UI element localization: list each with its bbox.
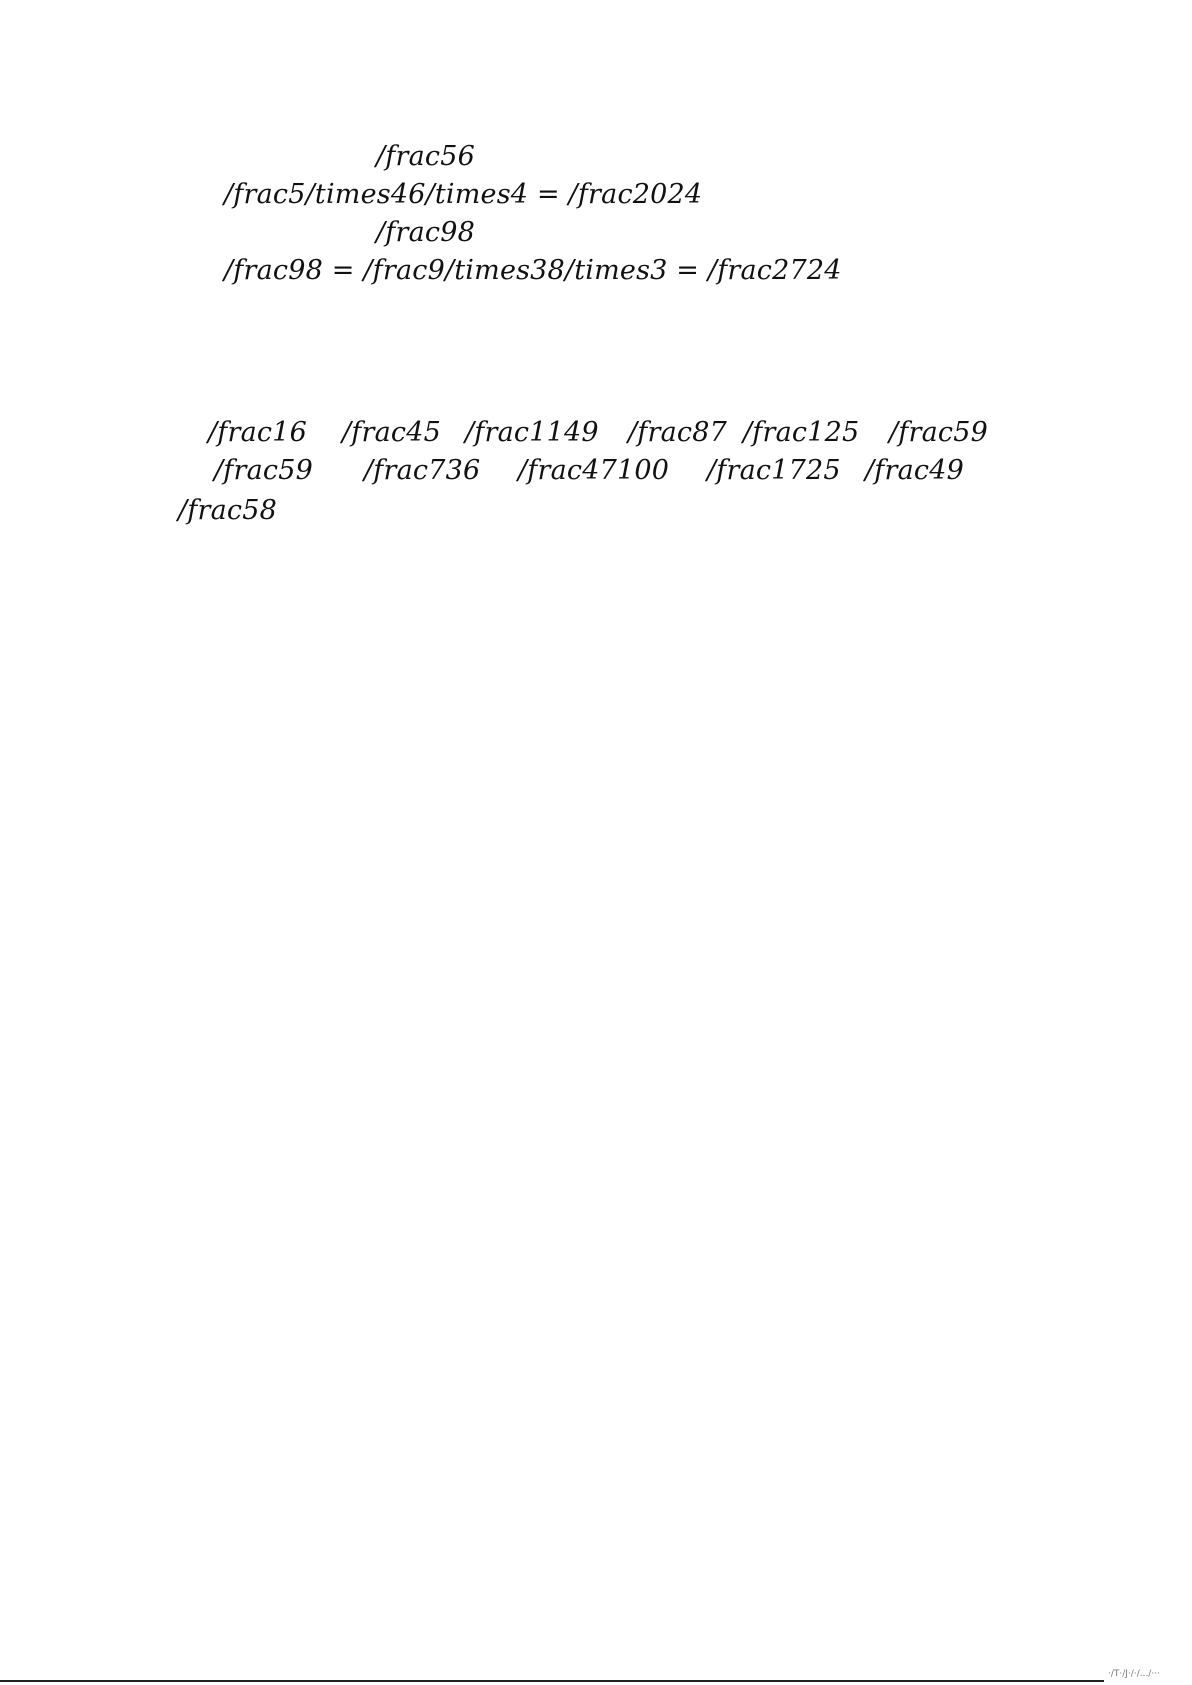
fraction-item: /frac59 bbox=[214, 455, 313, 486]
fraction-item: /frac16 bbox=[208, 417, 307, 448]
footer-mark: ·/T·/J·/·/.../··· bbox=[1108, 1669, 1160, 1679]
equation-line-1: /frac56 bbox=[376, 141, 475, 172]
equation-line-2: /frac5/times46/times4 = /frac2024 bbox=[224, 179, 703, 210]
fraction-item: /frac58 bbox=[178, 495, 277, 526]
fraction-item: /frac736 bbox=[364, 455, 481, 486]
equation-line-4: /frac98 = /frac9/times38/times3 = /frac2724 bbox=[224, 255, 842, 286]
fraction-item: /frac87 bbox=[628, 417, 727, 448]
footer-rule bbox=[0, 1680, 1104, 1682]
fraction-item: /frac47100 bbox=[518, 455, 670, 486]
fraction-item: /frac1149 bbox=[465, 417, 599, 448]
fraction-item: /frac45 bbox=[342, 417, 441, 448]
fraction-item: /frac49 bbox=[865, 455, 964, 486]
fraction-item: /frac59 bbox=[889, 417, 988, 448]
equation-line-3: /frac98 bbox=[376, 217, 475, 248]
fraction-item: /frac1725 bbox=[707, 455, 841, 486]
fraction-item: /frac125 bbox=[743, 417, 860, 448]
